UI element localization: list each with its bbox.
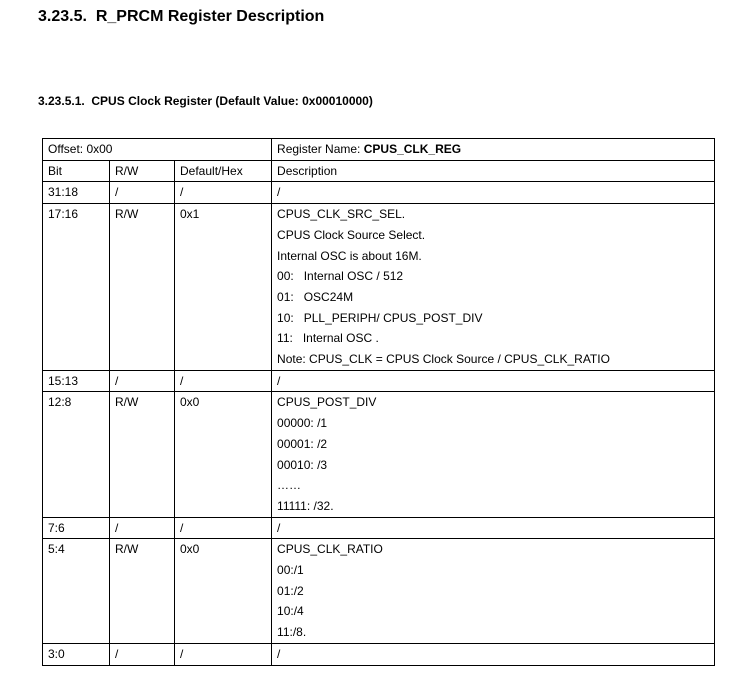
bit-cell: 7:6 bbox=[43, 517, 110, 539]
description-cell bbox=[272, 539, 715, 644]
subsection-title: CPUS Clock Register (Default Value: 0x00010000) bbox=[91, 94, 373, 108]
description-line: Internal OSC is about 16M. bbox=[277, 248, 422, 263]
description-line: 11: Internal OSC . bbox=[277, 331, 379, 346]
table-row bbox=[43, 517, 715, 539]
default-cell: / bbox=[175, 182, 272, 204]
description-line: / bbox=[277, 185, 281, 200]
header-default: Default/Hex bbox=[175, 160, 272, 182]
description-line: CPUS Clock Source Select. bbox=[277, 227, 426, 242]
description-cell bbox=[272, 370, 715, 392]
default-cell: / bbox=[175, 517, 272, 539]
subsection-number: 3.23.5.1. bbox=[38, 94, 85, 108]
description-line: Note: CPUS_CLK = CPUS Clock Source / CPUS_CLK_RATIO bbox=[277, 352, 610, 367]
table-row bbox=[43, 643, 715, 665]
default-cell: 0x0 bbox=[175, 539, 272, 644]
section-number: 3.23.5. bbox=[38, 8, 87, 25]
subsection-heading bbox=[38, 94, 373, 108]
description-line: / bbox=[277, 646, 281, 661]
rw-cell: / bbox=[110, 643, 175, 665]
bit-cell: 15:13 bbox=[43, 370, 110, 392]
description-line: …… bbox=[277, 478, 302, 493]
header-rw: R/W bbox=[110, 160, 175, 182]
description-line: / bbox=[277, 520, 281, 535]
description-line: 01:/2 bbox=[277, 583, 304, 598]
description-line: 10: PLL_PERIPH/ CPUS_POST_DIV bbox=[277, 310, 483, 325]
bit-cell: 17:16 bbox=[43, 204, 110, 371]
description-line: 11111: /32. bbox=[277, 498, 334, 513]
header-bit: Bit bbox=[43, 160, 110, 182]
register-name: CPUS_CLK_REG bbox=[363, 142, 462, 156]
bit-cell: 5:4 bbox=[43, 539, 110, 644]
description-line: CPUS_CLK_SRC_SEL. bbox=[277, 207, 406, 222]
table-row bbox=[43, 182, 715, 204]
description-line: 00000: /1 bbox=[277, 416, 328, 431]
rw-cell: R/W bbox=[110, 392, 175, 517]
rw-cell: R/W bbox=[110, 539, 175, 644]
default-cell: 0x0 bbox=[175, 392, 272, 517]
description-line: 01: OSC24M bbox=[277, 289, 354, 304]
description-line: 10:/4 bbox=[277, 604, 304, 619]
bit-cell: 31:18 bbox=[43, 182, 110, 204]
register-name-prefix: Register Name: bbox=[277, 142, 364, 156]
description-cell bbox=[272, 204, 715, 371]
bit-cell: 12:8 bbox=[43, 392, 110, 517]
rw-cell: / bbox=[110, 517, 175, 539]
default-cell: 0x1 bbox=[175, 204, 272, 371]
register-header-row bbox=[43, 139, 715, 161]
default-cell: / bbox=[175, 370, 272, 392]
description-line: 00: Internal OSC / 512 bbox=[277, 269, 404, 284]
description-line: 00010: /3 bbox=[277, 457, 328, 472]
column-header-row bbox=[43, 160, 715, 182]
description-cell bbox=[272, 517, 715, 539]
table-row bbox=[43, 204, 715, 371]
description-line: 11:/8. bbox=[277, 625, 307, 640]
section-heading bbox=[38, 8, 324, 26]
register-table-body bbox=[43, 139, 715, 666]
register-table bbox=[42, 138, 715, 666]
header-description: Description bbox=[272, 160, 715, 182]
description-line: CPUS_POST_DIV bbox=[277, 395, 377, 410]
table-row bbox=[43, 539, 715, 644]
default-cell: / bbox=[175, 643, 272, 665]
description-cell bbox=[272, 643, 715, 665]
description-line: / bbox=[277, 373, 281, 388]
offset-cell: Offset: 0x00 bbox=[43, 139, 272, 161]
table-row bbox=[43, 392, 715, 517]
rw-cell: / bbox=[110, 182, 175, 204]
rw-cell: / bbox=[110, 370, 175, 392]
description-line: 00001: /2 bbox=[277, 436, 328, 451]
description-line: 00:/1 bbox=[277, 563, 304, 578]
bit-cell: 3:0 bbox=[43, 643, 110, 665]
description-cell bbox=[272, 182, 715, 204]
table-row bbox=[43, 370, 715, 392]
description-cell bbox=[272, 392, 715, 517]
register-name-cell bbox=[272, 139, 715, 161]
description-line: CPUS_CLK_RATIO bbox=[277, 542, 383, 557]
section-title: R_PRCM Register Description bbox=[95, 8, 325, 25]
rw-cell: R/W bbox=[110, 204, 175, 371]
